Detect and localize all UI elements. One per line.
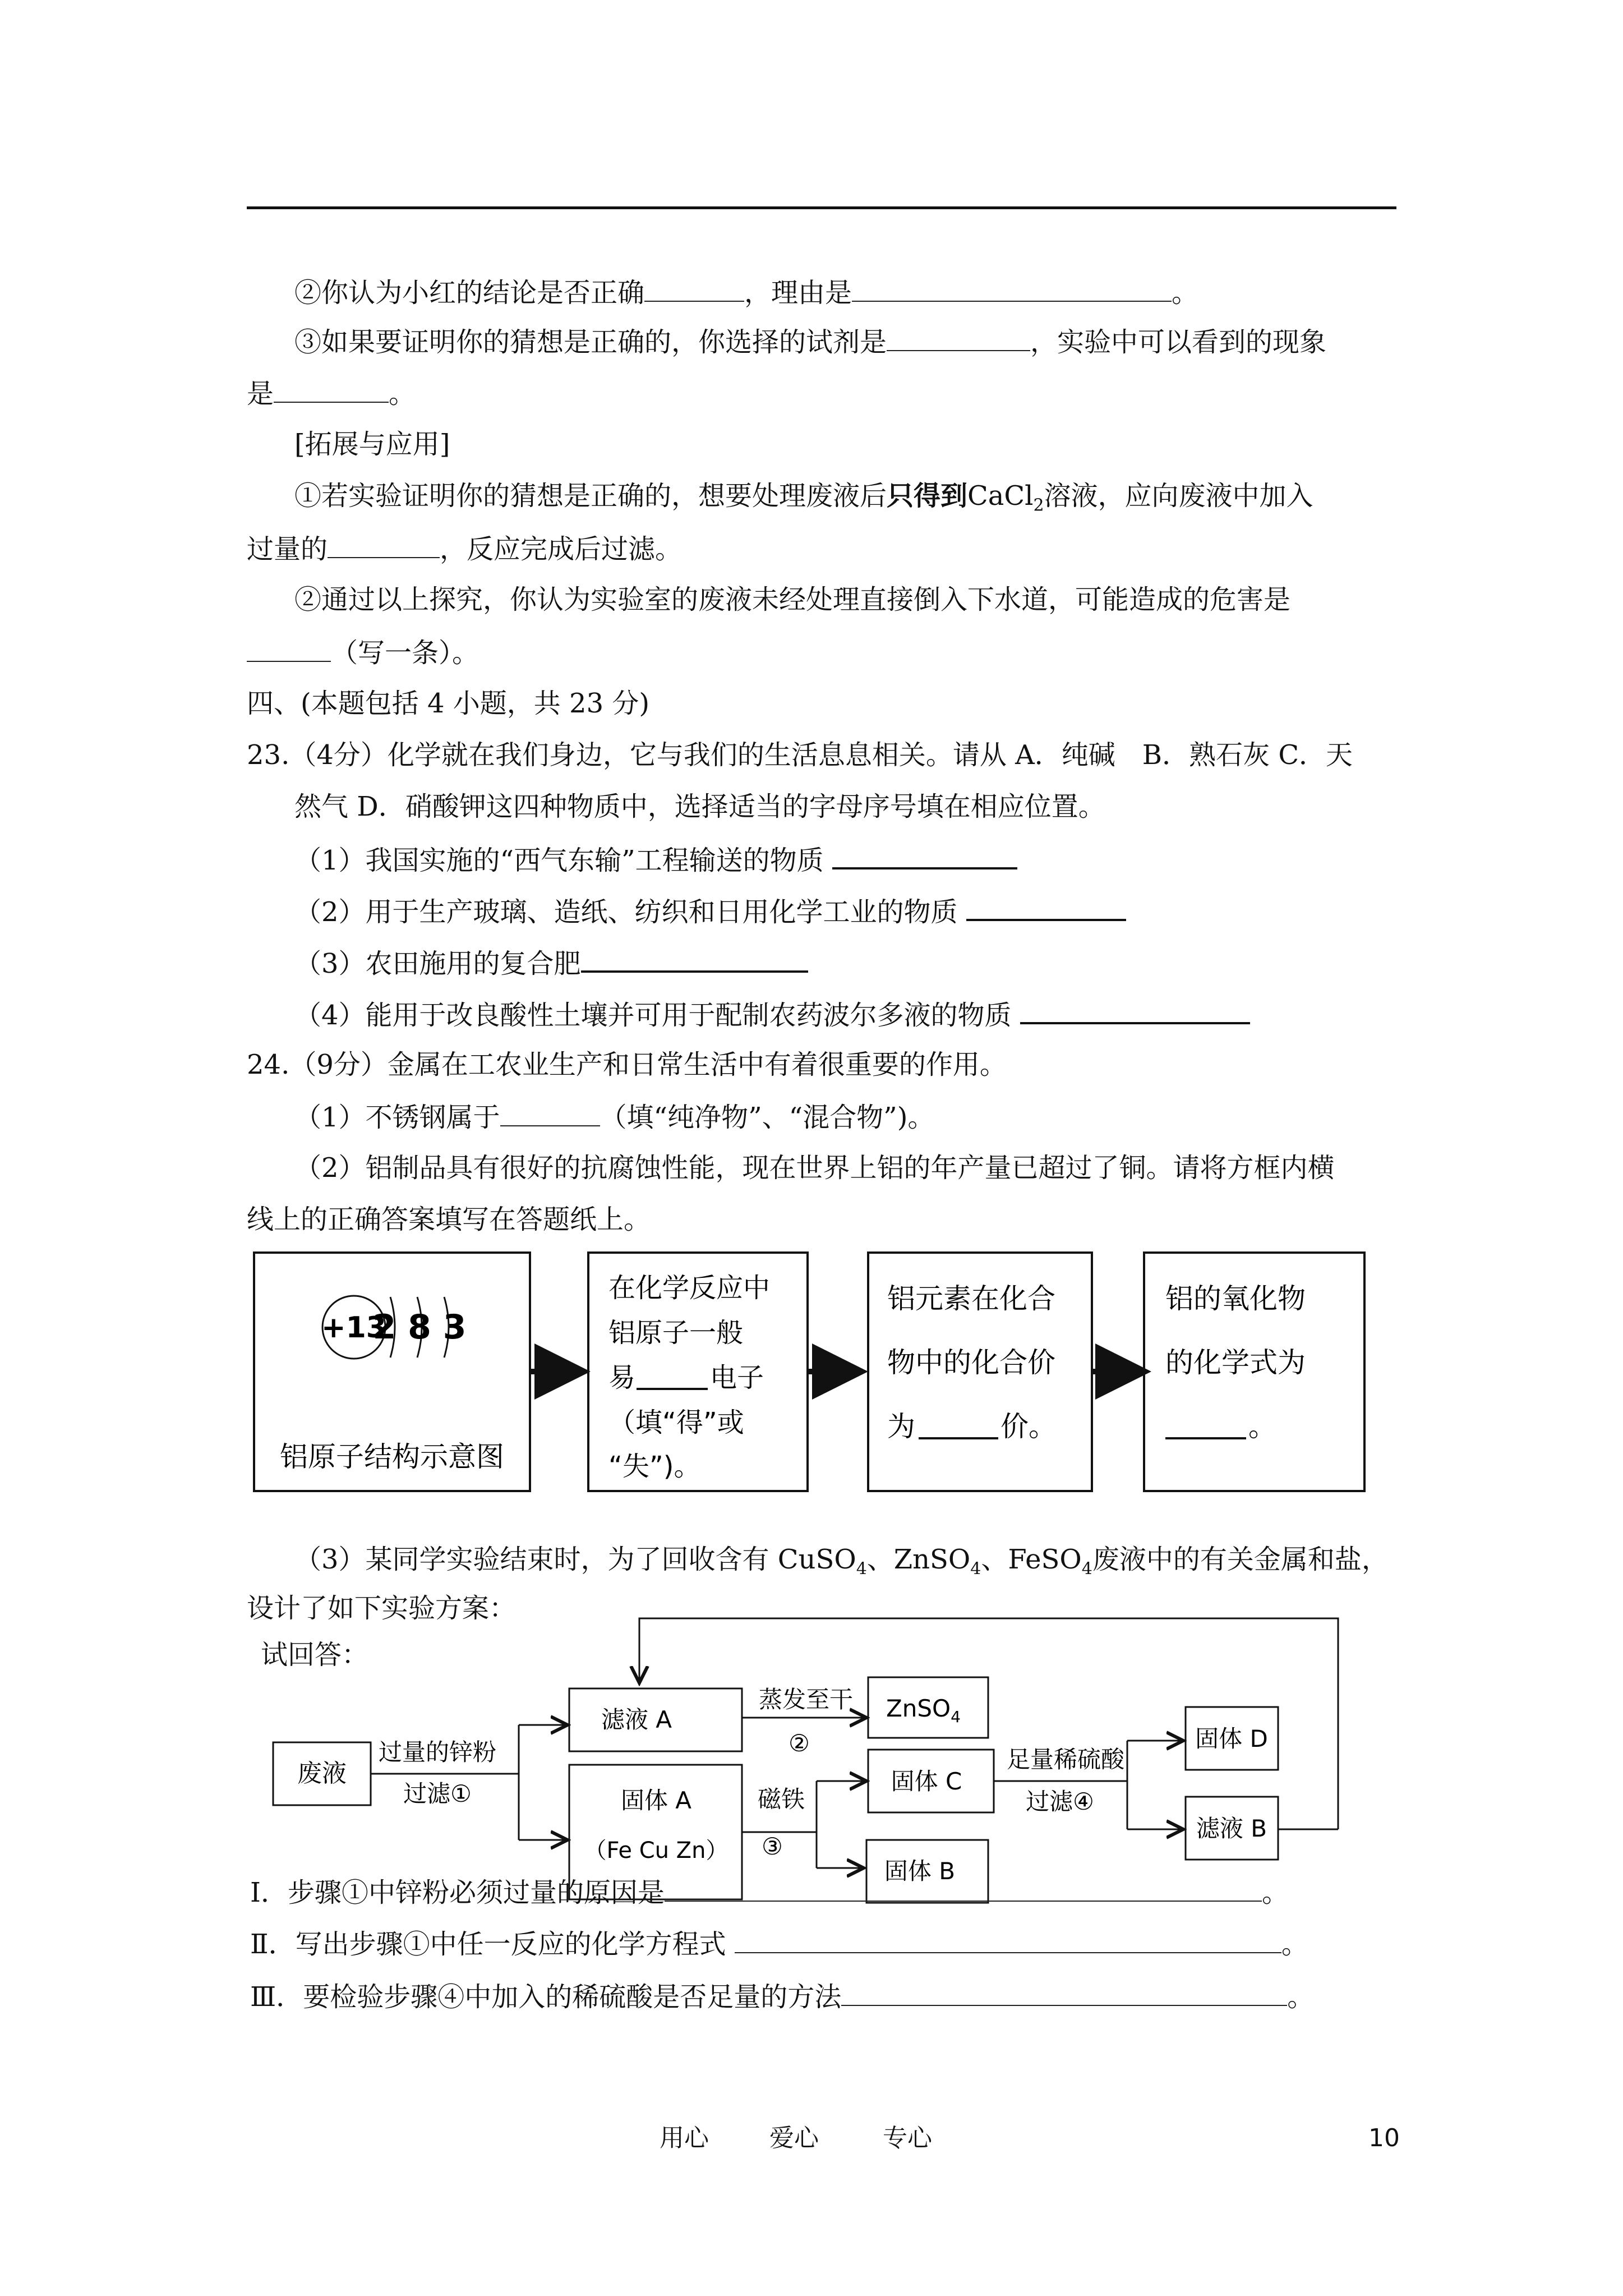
box-text: 铝原子一般: [608, 1317, 744, 1349]
answer-blank[interactable]: [735, 1925, 1281, 1953]
flow-label: 滤液 B: [1196, 1815, 1267, 1842]
electron-shells: 2 8 3: [372, 1308, 467, 1347]
box-text: 铝的氧化物: [1165, 1282, 1306, 1315]
q22-part2: ②你认为小红的结论是否正确 ，理由是 。: [294, 274, 1198, 311]
q24-sub2-line1: （2）铝制品具有很好的抗腐蚀性能，现在世界上铝的年产量已超过了铜。请将方框内横: [294, 1152, 1335, 1184]
flow-label: 过滤①: [403, 1780, 472, 1807]
answer-prompt: 试回答：: [261, 1639, 369, 1671]
flow-label: 废液: [297, 1759, 347, 1788]
atom-structure-caption: 铝原子结构示意图: [280, 1441, 504, 1473]
box-text: 易: [608, 1362, 636, 1393]
flow-label: 固体 B: [884, 1857, 956, 1885]
nucleus-charge: +13: [321, 1311, 386, 1345]
box-text: 铝元素在化合: [887, 1282, 1055, 1315]
box-text: 在化学反应中: [608, 1272, 771, 1304]
flow-label: 磁铁: [757, 1786, 805, 1813]
box-text: 电子: [710, 1362, 764, 1393]
q23-sub3: （3）农田施用的复合肥: [294, 944, 808, 982]
flow-label: 固体 A: [620, 1787, 692, 1814]
box-text: 物中的化合价: [887, 1346, 1055, 1379]
q24-sub2-line2: 线上的正确答案填写在答题纸上。: [247, 1204, 651, 1235]
flow-label: ②: [789, 1729, 810, 1757]
footer-text: 用心: [660, 2124, 709, 2152]
znso4-label: ZnSO$_4$: [886, 1695, 961, 1726]
box-text: 。: [1248, 1410, 1276, 1443]
flow-label: 足量稀硫酸: [1006, 1746, 1125, 1773]
question-ii: Ⅱ．写出步骤①中任一反应的化学方程式 。: [250, 1925, 1308, 1962]
answer-blank[interactable]: [841, 1978, 1287, 2006]
box-text: 价。: [1000, 1410, 1057, 1443]
box-text: （填“得”或: [608, 1407, 744, 1438]
extension-q1-line2: 过量的 ，反应完成后过滤。: [247, 530, 682, 567]
extension-title: [拓展与应用]: [294, 429, 450, 460]
q22-part3-line2: 是 。: [247, 375, 416, 412]
q23-sub4: （4）能用于改良酸性土壤并可用于配制农药波尔多液的物质: [294, 995, 1250, 1033]
q22-part3-line1: ③如果要证明你的猜想是正确的，你选择的试剂是 ，实验中可以看到的现象: [294, 323, 1326, 360]
footer-text: 爱心: [769, 2124, 819, 2152]
extension-q1-line1: ①若实验证明你的猜想是正确的，想要处理废液后只得到CaCl$_2$溶液，应向废液中加入: [294, 480, 1313, 516]
extension-q2-line2: （写一条）。: [247, 634, 479, 671]
box-text: “失”)。: [608, 1451, 701, 1482]
page-number: 10: [1368, 2124, 1400, 2152]
footer-text: 专心: [883, 2124, 932, 2152]
question-i: Ⅰ．步骤①中锌粉必须过量的原因是 。: [250, 1874, 1289, 1911]
q24-sub3-line2: 设计了如下实验方案：: [247, 1593, 517, 1624]
flow-label: 过滤④: [1026, 1788, 1094, 1815]
flow-label: ③: [762, 1833, 783, 1860]
q23-stem-line2: 然气 D．硝酸钾这四种物质中，选择适当的字母序号填在相应位置。: [294, 791, 1105, 822]
section-four-title: 四、(本题包括 4 小题，共 23 分): [247, 688, 650, 719]
q23-sub2: （2）用于生产玻璃、造纸、纺织和日用化学工业的物质: [294, 892, 1126, 930]
flow-label: 固体 D: [1195, 1725, 1268, 1752]
question-iii: Ⅲ．要检验步骤④中加入的稀硫酸是否足量的方法 。: [250, 1978, 1314, 2015]
extension-q2-line1: ②通过以上探究，你认为实验室的废液未经处理直接倒入下水道，可能造成的危害是: [294, 584, 1291, 615]
flow-label: 蒸发至干: [758, 1686, 854, 1713]
box-text: 的化学式为: [1165, 1346, 1306, 1379]
q23-sub1: （1）我国实施的“西气东输”工程输送的物质: [294, 840, 1017, 878]
flow-label: 滤液 A: [601, 1706, 672, 1733]
q23-stem-line1: 23.（4分）化学就在我们身边，它与我们的生活息息相关。请从 A．纯碱 B．熟石灰 C．天: [247, 739, 1353, 771]
flow-label: 过量的锌粉: [378, 1738, 497, 1766]
box-text: 为: [887, 1410, 915, 1443]
q24-stem: 24.（9分）金属在工农业生产和日常生活中有着很重要的作用。: [247, 1049, 1007, 1080]
q24-sub1: （1）不锈钢属于 （填“纯净物”、“混合物”)。: [294, 1098, 934, 1135]
answer-blank[interactable]: [665, 1874, 1262, 1902]
flow-label: （Fe Cu Zn）: [584, 1838, 728, 1864]
flow-label: 固体 C: [891, 1768, 962, 1795]
q24-sub3-line1: （3）某同学实验结束时，为了回收含有 CuSO$_4$、ZnSO$_4$、FeSO$_4$废液中的有关金属和盐，: [294, 1544, 1389, 1579]
